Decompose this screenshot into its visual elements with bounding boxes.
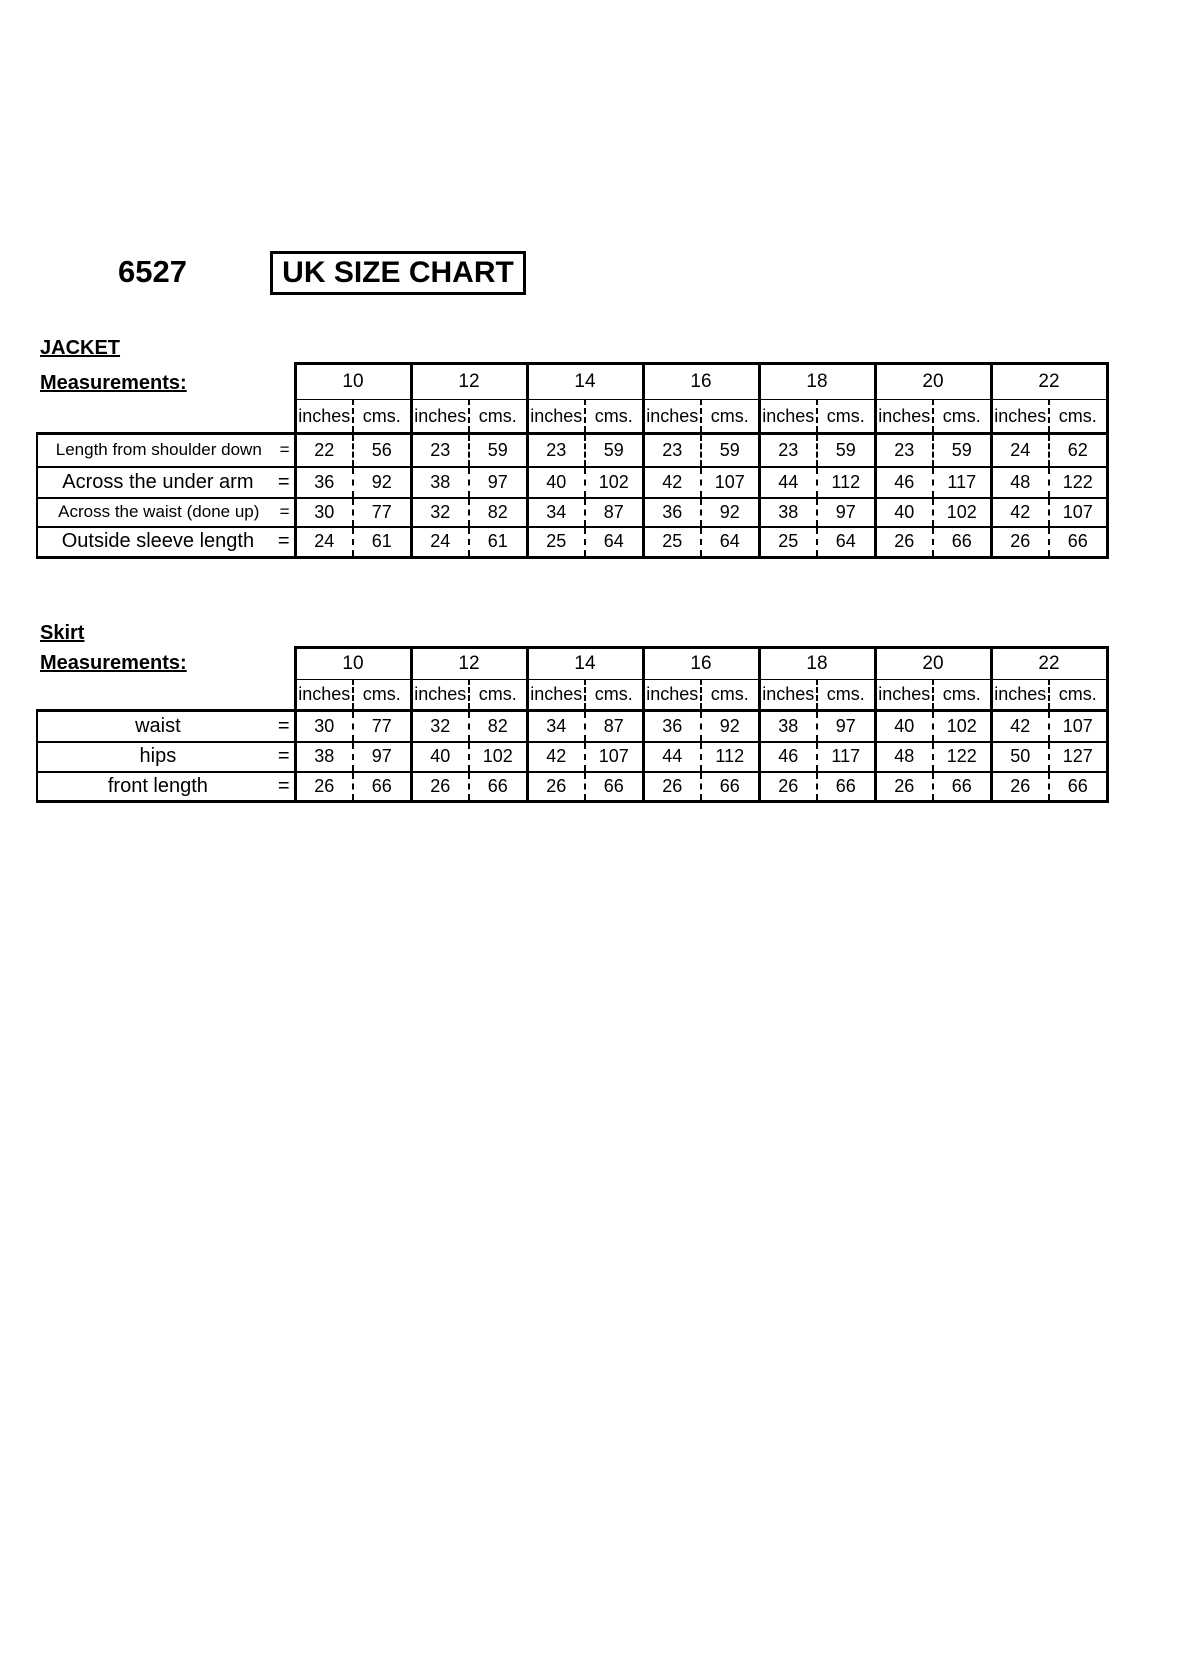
equals-sign: = (279, 440, 290, 460)
unit-cms-header: cms. (469, 680, 527, 711)
value-inches: 32 (411, 711, 469, 742)
size-header: 12 (411, 648, 527, 680)
value-inches: 36 (643, 711, 701, 742)
value-cms: 66 (701, 772, 759, 802)
value-cms: 59 (585, 434, 643, 467)
value-cms: 117 (817, 742, 875, 772)
value-inches: 44 (643, 742, 701, 772)
unit-cms-header: cms. (701, 680, 759, 711)
value-inches: 34 (527, 711, 585, 742)
value-inches: 26 (527, 772, 585, 802)
measurement-label-cell (37, 772, 295, 802)
value-cms: 97 (353, 742, 411, 772)
unit-inches-header: inches (295, 400, 353, 434)
value-inches: 30 (295, 498, 353, 527)
value-inches: 25 (759, 527, 817, 558)
value-cms: 77 (353, 498, 411, 527)
value-cms: 117 (933, 467, 991, 498)
value-cms: 77 (353, 711, 411, 742)
value-cms: 56 (353, 434, 411, 467)
value-cms: 97 (817, 498, 875, 527)
equals-sign: = (277, 745, 290, 767)
unit-cms-header: cms. (933, 680, 991, 711)
value-inches: 26 (411, 772, 469, 802)
jacket-size-table (36, 362, 1109, 559)
value-inches: 48 (991, 467, 1049, 498)
equals-sign: = (277, 714, 290, 737)
value-cms: 64 (585, 527, 643, 558)
unit-inches-header: inches (643, 400, 701, 434)
header-spacer (37, 648, 295, 680)
value-cms: 107 (701, 467, 759, 498)
value-cms: 97 (817, 711, 875, 742)
size-header: 16 (643, 364, 759, 400)
value-cms: 66 (933, 772, 991, 802)
unit-cms-header: cms. (701, 400, 759, 434)
value-inches: 36 (295, 467, 353, 498)
unit-inches-header: inches (411, 400, 469, 434)
equals-sign: = (277, 774, 290, 797)
value-cms: 66 (817, 772, 875, 802)
unit-inches-header: inches (295, 680, 353, 711)
value-cms: 92 (701, 498, 759, 527)
value-inches: 23 (527, 434, 585, 467)
value-cms: 127 (1049, 742, 1107, 772)
value-inches: 26 (295, 772, 353, 802)
value-inches: 38 (759, 498, 817, 527)
measurement-label: hips (139, 745, 177, 767)
value-inches: 50 (991, 742, 1049, 772)
value-inches: 26 (875, 772, 933, 802)
unit-cms-header: cms. (585, 680, 643, 711)
unit-inches-header: inches (875, 680, 933, 711)
value-inches: 26 (643, 772, 701, 802)
size-header: 22 (991, 648, 1107, 680)
value-inches: 42 (991, 711, 1049, 742)
value-cms: 64 (817, 527, 875, 558)
table-row (37, 467, 1107, 498)
measurement-label: Length from shoulder down (55, 440, 262, 460)
measurement-label-cell (37, 742, 295, 772)
value-cms: 66 (1049, 527, 1107, 558)
value-inches: 25 (643, 527, 701, 558)
style-code: 6527 (118, 254, 187, 289)
value-inches: 38 (759, 711, 817, 742)
measurement-label-cell (37, 711, 295, 742)
table-row (37, 742, 1107, 772)
value-cms: 92 (701, 711, 759, 742)
equals-sign: = (277, 470, 290, 493)
unit-cms-header: cms. (469, 400, 527, 434)
value-cms: 59 (817, 434, 875, 467)
value-cms: 61 (353, 527, 411, 558)
value-inches: 42 (643, 467, 701, 498)
size-header: 22 (991, 364, 1107, 400)
value-inches: 42 (527, 742, 585, 772)
page-title: UK SIZE CHART (270, 251, 526, 295)
unit-inches-header: inches (759, 400, 817, 434)
table-row (37, 434, 1107, 467)
value-cms: 59 (933, 434, 991, 467)
value-inches: 22 (295, 434, 353, 467)
measurement-label: waist (135, 714, 181, 737)
size-header: 14 (527, 364, 643, 400)
unit-inches-header: inches (527, 400, 585, 434)
equals-sign: = (277, 530, 290, 553)
value-cms: 102 (585, 467, 643, 498)
measurement-label-cell (37, 527, 295, 558)
header-spacer (37, 364, 295, 400)
unit-inches-header: inches (991, 680, 1049, 711)
value-cms: 122 (933, 742, 991, 772)
value-inches: 25 (527, 527, 585, 558)
unit-cms-header: cms. (817, 400, 875, 434)
size-header: 14 (527, 648, 643, 680)
value-inches: 40 (527, 467, 585, 498)
unit-inches-header: inches (643, 680, 701, 711)
measurement-label-cell (37, 467, 295, 498)
table-row (37, 711, 1107, 742)
value-cms: 87 (585, 711, 643, 742)
measurement-label: front length (107, 774, 208, 797)
value-cms: 82 (469, 498, 527, 527)
value-inches: 23 (759, 434, 817, 467)
measurement-label: Outside sleeve length (61, 530, 255, 553)
value-inches: 40 (875, 711, 933, 742)
value-inches: 42 (991, 498, 1049, 527)
value-cms: 59 (469, 434, 527, 467)
unit-cms-header: cms. (1049, 400, 1107, 434)
size-header: 18 (759, 364, 875, 400)
measurement-label-cell (37, 498, 295, 527)
value-cms: 102 (469, 742, 527, 772)
unit-inches-header: inches (875, 400, 933, 434)
table-row (37, 527, 1107, 558)
value-inches: 26 (991, 527, 1049, 558)
size-header: 16 (643, 648, 759, 680)
value-inches: 23 (875, 434, 933, 467)
value-cms: 112 (701, 742, 759, 772)
value-cms: 59 (701, 434, 759, 467)
size-header: 10 (295, 364, 411, 400)
unit-inches-header: inches (527, 680, 585, 711)
value-inches: 40 (411, 742, 469, 772)
value-cms: 107 (1049, 498, 1107, 527)
value-cms: 107 (1049, 711, 1107, 742)
value-inches: 36 (643, 498, 701, 527)
value-cms: 87 (585, 498, 643, 527)
size-header: 10 (295, 648, 411, 680)
value-cms: 82 (469, 711, 527, 742)
size-header: 18 (759, 648, 875, 680)
header-spacer (37, 680, 295, 711)
value-inches: 38 (295, 742, 353, 772)
value-inches: 23 (643, 434, 701, 467)
value-inches: 48 (875, 742, 933, 772)
value-inches: 26 (991, 772, 1049, 802)
jacket-measurements-label: Measurements: (40, 372, 187, 394)
value-inches: 38 (411, 467, 469, 498)
unit-cms-header: cms. (585, 400, 643, 434)
unit-cms-header: cms. (353, 680, 411, 711)
skirt-size-table (36, 646, 1109, 803)
value-inches: 24 (411, 527, 469, 558)
value-cms: 112 (817, 467, 875, 498)
jacket-section-title: JACKET (40, 337, 121, 359)
value-inches: 26 (875, 527, 933, 558)
value-cms: 66 (469, 772, 527, 802)
size-header: 12 (411, 364, 527, 400)
value-inches: 23 (411, 434, 469, 467)
value-inches: 40 (875, 498, 933, 527)
equals-sign: = (279, 502, 290, 521)
table-row (37, 772, 1107, 802)
unit-inches-header: inches (991, 400, 1049, 434)
value-cms: 61 (469, 527, 527, 558)
value-cms: 122 (1049, 467, 1107, 498)
value-cms: 66 (585, 772, 643, 802)
table-row (37, 498, 1107, 527)
value-inches: 46 (759, 742, 817, 772)
value-cms: 92 (353, 467, 411, 498)
measurement-label: Across the waist (done up) (58, 502, 260, 521)
skirt-measurements-label: Measurements: (40, 652, 187, 674)
header-spacer (37, 400, 295, 434)
value-inches: 24 (991, 434, 1049, 467)
size-header: 20 (875, 648, 991, 680)
unit-cms-header: cms. (933, 400, 991, 434)
value-inches: 24 (295, 527, 353, 558)
value-cms: 66 (1049, 772, 1107, 802)
value-cms: 66 (353, 772, 411, 802)
value-cms: 107 (585, 742, 643, 772)
unit-inches-header: inches (411, 680, 469, 711)
measurement-label: Across the under arm (62, 470, 254, 493)
unit-cms-header: cms. (817, 680, 875, 711)
unit-cms-header: cms. (353, 400, 411, 434)
value-cms: 64 (701, 527, 759, 558)
value-inches: 26 (759, 772, 817, 802)
value-cms: 97 (469, 467, 527, 498)
value-cms: 102 (933, 498, 991, 527)
unit-cms-header: cms. (1049, 680, 1107, 711)
value-inches: 30 (295, 711, 353, 742)
value-inches: 32 (411, 498, 469, 527)
value-cms: 66 (933, 527, 991, 558)
value-inches: 34 (527, 498, 585, 527)
size-header: 20 (875, 364, 991, 400)
value-cms: 62 (1049, 434, 1107, 467)
value-inches: 46 (875, 467, 933, 498)
measurement-label-cell (37, 434, 295, 467)
value-inches: 44 (759, 467, 817, 498)
value-cms: 102 (933, 711, 991, 742)
unit-inches-header: inches (759, 680, 817, 711)
skirt-section-title: Skirt (40, 622, 85, 644)
